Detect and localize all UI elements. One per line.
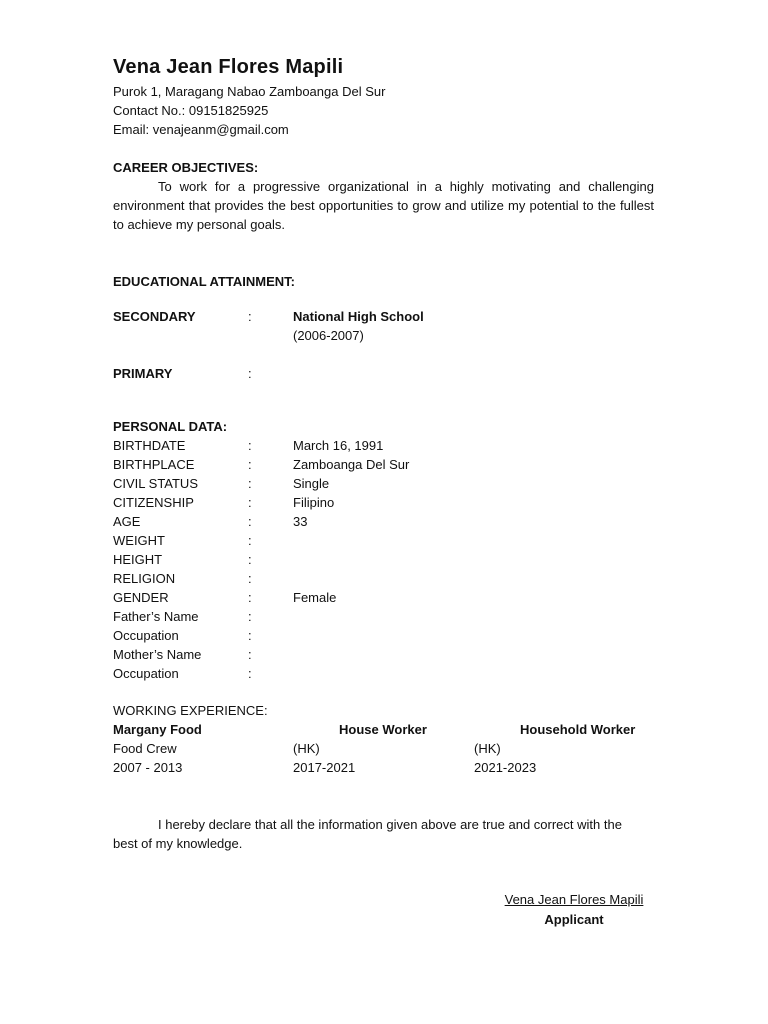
personal-label: Father’s Name <box>113 609 199 624</box>
personal-row <box>113 626 673 645</box>
job-years: 2007 - 2013 <box>113 760 183 775</box>
secondary-years-row <box>113 326 673 345</box>
job-years: 2021-2023 <box>474 760 537 775</box>
personal-label: CIVIL STATUS <box>113 476 198 491</box>
personal-label: CITIZENSHIP <box>113 495 194 510</box>
personal-row <box>113 531 673 550</box>
personal-label: HEIGHT <box>113 552 163 567</box>
personal-colon: : <box>248 457 252 472</box>
job-detail: Food Crew <box>113 741 177 756</box>
personal-colon: : <box>248 609 252 624</box>
career-objectives-heading: CAREER OBJECTIVES: <box>113 160 259 175</box>
personal-colon: : <box>248 590 252 605</box>
personal-label: Mother’s Name <box>113 647 202 662</box>
personal-label: AGE <box>113 514 141 529</box>
personal-label: Occupation <box>113 666 179 681</box>
personal-label: BIRTHDATE <box>113 438 186 453</box>
personal-label: Occupation <box>113 628 179 643</box>
personal-colon: : <box>248 552 252 567</box>
career-objectives-body: To work for a progressive organizational in a highly motivating and challenging environment that provides the best opportunities to grow and utilize my potential to the fullest to achieve my personal goals. <box>113 179 654 232</box>
career-objectives-text <box>113 177 654 234</box>
personal-label: BIRTHPLACE <box>113 457 195 472</box>
secondary-school: National High School <box>293 309 424 324</box>
education-heading: EDUCATIONAL ATTAINMENT: <box>113 274 295 289</box>
applicant-name: Vena Jean Flores Mapili <box>113 56 344 78</box>
job-detail: (HK) <box>293 741 320 756</box>
personal-value: Female <box>293 590 337 605</box>
personal-row <box>113 607 673 626</box>
personal-value: Zamboanga Del Sur <box>293 457 410 472</box>
personal-row <box>113 588 673 607</box>
declaration <box>113 815 643 853</box>
job-title: Margany Food <box>113 722 202 737</box>
working-experience-heading: WORKING EXPERIENCE: <box>113 703 268 718</box>
secondary-years: (2006-2007) <box>293 328 364 343</box>
primary-row <box>113 364 673 383</box>
personal-value: Filipino <box>293 495 335 510</box>
personal-colon: : <box>248 514 252 529</box>
email: Email: venajeanm@gmail.com <box>113 122 289 137</box>
personal-colon: : <box>248 476 252 491</box>
primary-label: PRIMARY <box>113 366 173 381</box>
personal-value: March 16, 1991 <box>293 438 384 453</box>
personal-row <box>113 512 673 531</box>
personal-value: Single <box>293 476 330 491</box>
personal-colon: : <box>248 628 252 643</box>
personal-row <box>113 493 673 512</box>
personal-row <box>113 455 673 474</box>
personal-row <box>113 569 673 588</box>
contact-number: Contact No.: 09151825925 <box>113 103 269 118</box>
secondary-colon: : <box>248 309 252 324</box>
signature-role: Applicant <box>544 912 604 927</box>
personal-colon: : <box>248 533 252 548</box>
primary-colon: : <box>248 366 252 381</box>
job-title: Household Worker <box>520 722 636 737</box>
job-detail: (HK) <box>474 741 501 756</box>
personal-label: RELIGION <box>113 571 176 586</box>
personal-row <box>113 645 673 664</box>
job-years: 2017-2021 <box>293 760 356 775</box>
personal-row <box>113 664 673 683</box>
personal-value: 33 <box>293 514 308 529</box>
personal-colon: : <box>248 666 252 681</box>
job-title: House Worker <box>339 722 427 737</box>
personal-label: GENDER <box>113 590 169 605</box>
signature-name: Vena Jean Flores Mapili <box>504 892 644 907</box>
address: Purok 1, Maragang Nabao Zamboanga Del Sur <box>113 84 386 99</box>
personal-colon: : <box>248 438 252 453</box>
personal-data-heading: PERSONAL DATA: <box>113 419 228 434</box>
declaration-text: I hereby declare that all the information given above are true and correct with the best of my knowledge. <box>113 817 622 851</box>
personal-row <box>113 436 673 455</box>
secondary-label: SECONDARY <box>113 309 196 324</box>
secondary-row <box>113 307 673 326</box>
personal-colon: : <box>248 495 252 510</box>
personal-label: WEIGHT <box>113 533 165 548</box>
personal-row <box>113 550 673 569</box>
personal-colon: : <box>248 571 252 586</box>
personal-row <box>113 474 673 493</box>
personal-colon: : <box>248 647 252 662</box>
